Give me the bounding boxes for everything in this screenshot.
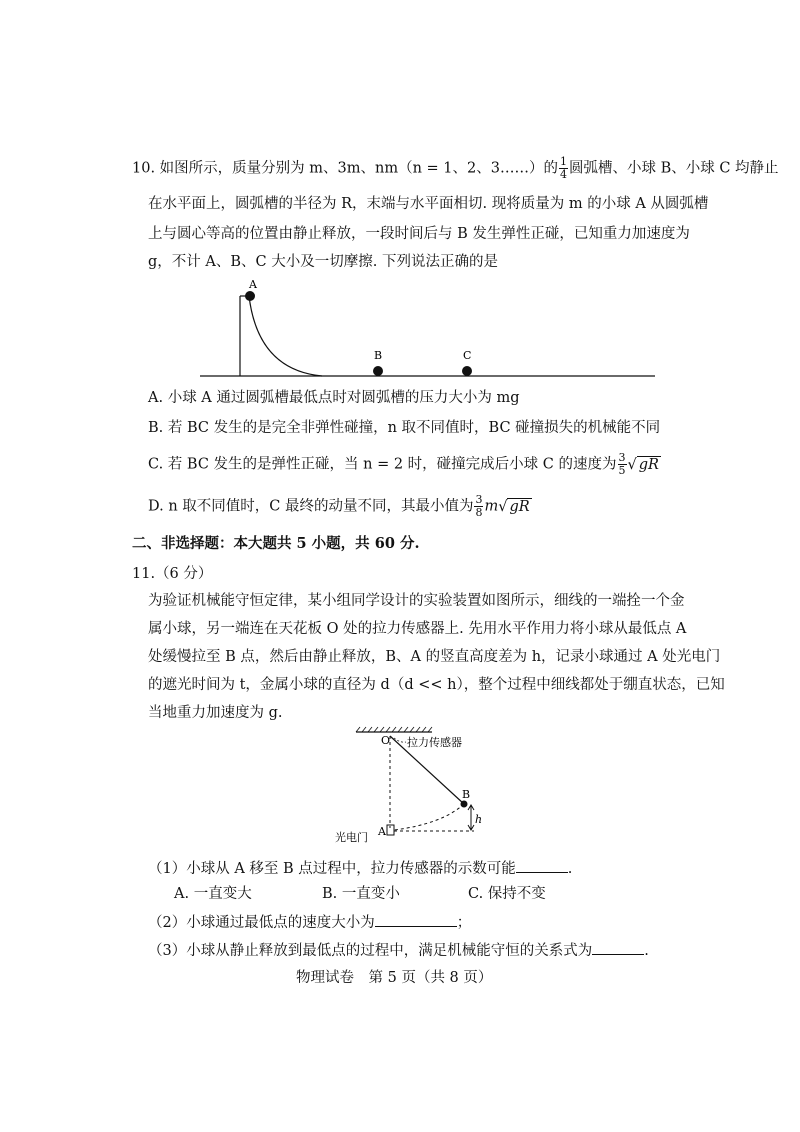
label-c: C	[463, 349, 472, 362]
q10-option-a: A. 小球 A 通过圆弧槽最低点时对圆弧槽的压力大小为 mg	[148, 390, 520, 406]
q11-para-line-1: 为验证机械能守恒定律，某小组同学设计的实验装置如图所示，细线的一端拴一个金	[148, 593, 685, 609]
q11-para-line-3: 处缓慢拉至 B 点，然后由静止释放，B、A 的竖直高度差为 h，记录小球通过 A 处光电门	[148, 649, 721, 665]
q11-sub-1: （1）小球从 A 移至 B 点过程中，拉力传感器的示数可能 .	[148, 858, 572, 879]
q11-sub-2: （2）小球通过最低点的速度大小为 ；	[148, 912, 471, 933]
ceiling-hatch	[356, 727, 432, 732]
label-b: B	[462, 788, 471, 801]
q10-stem-line-3: 上与圆心等高的位置由静止释放，一段时间后与 B 发生弹性正碰，已知重力加速度为	[148, 226, 690, 242]
q10-stem-line-1: 10. 如图所示，质量分别为 m、3m、nm（n = 1、2、3……）的 $\frac{1}{4}$ 圆弧槽、小球 B、小球 C 均静止	[132, 155, 779, 181]
answer-blank-1[interactable]	[516, 858, 568, 873]
q10-option-d: D. n 取不同值时，C 最终的动量不同，其最小值为 $\frac{3}{8}$ m√ gR	[148, 493, 530, 519]
q10-figure	[200, 272, 660, 384]
ball-b	[373, 366, 383, 376]
answer-blank-3[interactable]	[592, 940, 644, 955]
q11-sub-1-option-a: A. 一直变大	[174, 886, 252, 902]
swing-arc	[394, 804, 464, 830]
q10-option-b: B. 若 BC 发生的是完全非弹性碰撞，n 取不同值时，BC 碰撞损失的机械能不同	[148, 420, 661, 436]
q11-para-line-4: 的遮光时间为 t，金属小球的直径为 d（d << h），整个过程中细线都处于绷直状态，已知	[148, 677, 725, 693]
q11-para-line-2: 属小球，另一端连在天花板 O 处的拉力传感器上. 先用水平作用力将小球从最低点 A	[148, 621, 687, 637]
label-a: A	[378, 825, 386, 838]
option-d-sqrt: √ gR	[498, 498, 530, 515]
ball-c	[462, 366, 472, 376]
label-b: B	[374, 349, 383, 362]
q10-stem-line-4: g，不计 A、B、C 大小及一切摩擦. 下列说法正确的是	[148, 254, 498, 270]
q11-sub-3: （3）小球从静止释放到最低点的过程中，满足机械能守恒的关系式为 .	[148, 940, 649, 961]
ball-a	[245, 291, 255, 301]
section-2-heading: 二、非选择题：本大题共 5 小题，共 60 分.	[132, 535, 420, 552]
option-d-fraction: $\frac{3}{8}$	[475, 493, 483, 519]
label-sensor: 拉力传感器	[407, 736, 462, 749]
q11-sub-1-option-c: C. 保持不变	[468, 886, 546, 902]
quarter-fraction: $\frac{1}{4}$	[559, 155, 567, 181]
q11-para-line-5: 当地重力加速度为 g.	[148, 705, 283, 721]
option-c-sqrt: √ gR	[627, 456, 659, 473]
label-o: O	[381, 734, 391, 747]
option-c-fraction: $\frac{3}{5}$	[618, 451, 626, 477]
q10-option-c: C. 若 BC 发生的是弹性正碰，当 n = 2 时，碰撞完成后小球 C 的速度为 $\frac{3}{5}$ √ gR	[148, 451, 659, 477]
arc-slot-curve	[249, 296, 322, 376]
label-gate: 光电门	[335, 831, 368, 844]
q10-stem-line-2: 在水平面上，圆弧槽的半径为 R，末端与水平面相切. 现将质量为 m 的小球 A 从圆弧槽	[148, 196, 709, 212]
label-a: A	[249, 278, 257, 291]
page-footer: 物理试卷 第 5 页（共 8 页）	[296, 970, 493, 986]
label-h: h	[475, 813, 483, 826]
q11-sub-1-option-b: B. 一直变小	[322, 886, 400, 902]
q11-figure	[332, 724, 512, 846]
answer-blank-2[interactable]	[375, 912, 457, 927]
q11-number: 11.（6 分）	[132, 566, 213, 582]
